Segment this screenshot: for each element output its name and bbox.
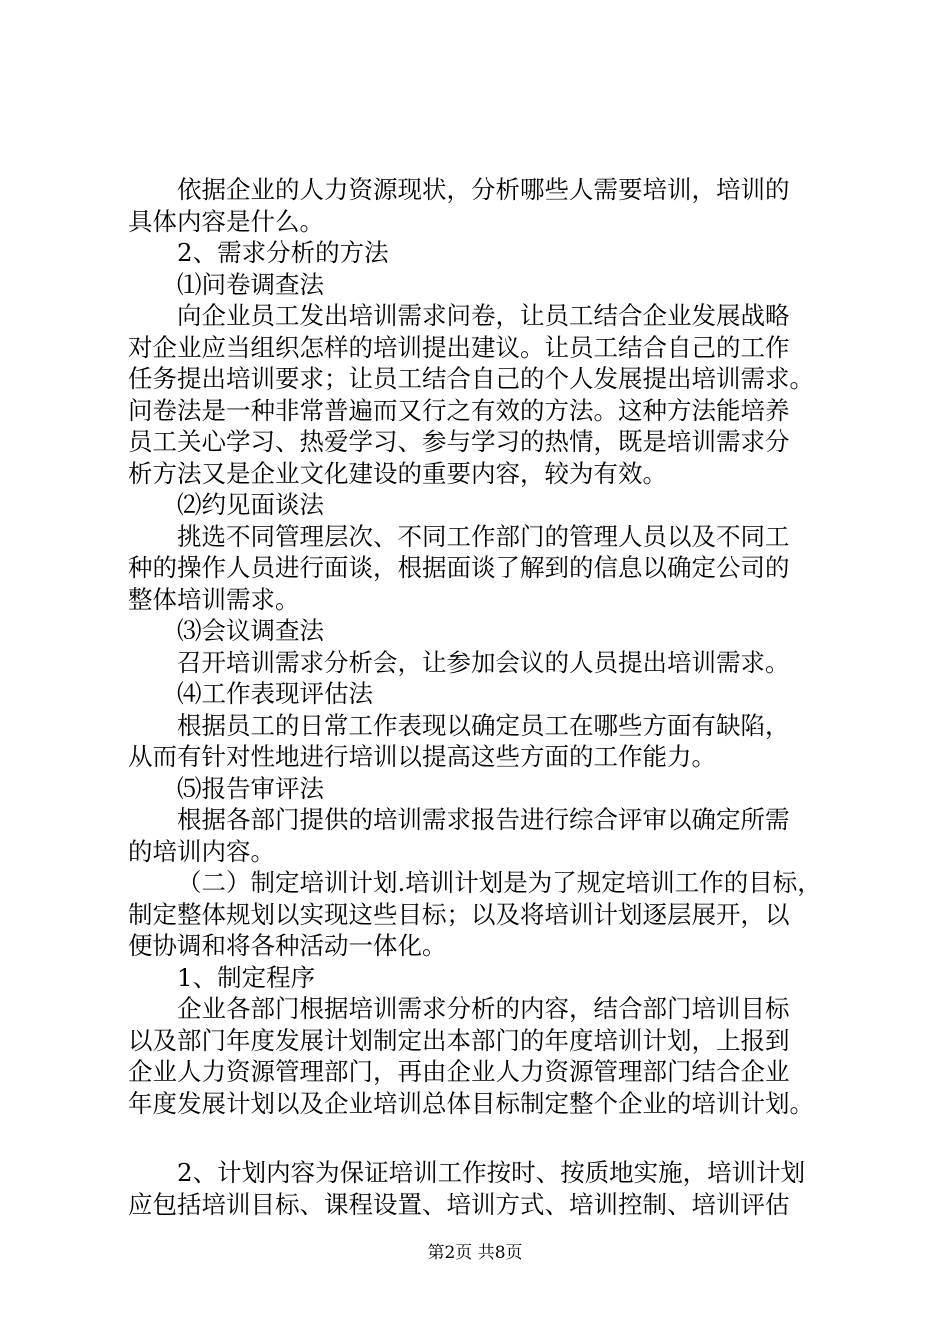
page-footer: 第2页 共8页 [427, 1243, 523, 1263]
text-line: 的培训内容。 [128, 836, 275, 866]
text-line: 析方法又是企业文化建设的重要内容，较为有效。 [128, 458, 667, 488]
text-line: 以及部门年度发展计划制定出本部门的年度培训计划，上报到 [128, 1025, 790, 1055]
text-line: 员工关心学习、热爱学习、参与学习的热情，既是培训需求分 [128, 427, 790, 456]
text-line: 年度发展计划以及企业培训总体目标制定整个企业的培训计划。 [128, 1088, 814, 1118]
text-line: 依据企业的人力资源现状，分析哪些人需要培训，培训的 [177, 175, 790, 204]
text-line: ⑷工作表现评估法 [177, 679, 373, 708]
text-line: 问卷法是一种非常普遍而又行之有效的方法。这种方法能培养 [128, 395, 790, 425]
paragraph-spacer [128, 1119, 838, 1157]
text-line: 根据各部门提供的培训需求报告进行综合评审以确定所需 [177, 805, 790, 834]
text-line: 便协调和将各种活动一体化。 [128, 931, 447, 960]
text-line: 从而有针对性地进行培训以提高这些方面的工作能力。 [128, 742, 716, 771]
text-line: ⑴问卷调查法 [177, 269, 324, 299]
text-line: 向企业员工发出培训需求问卷，让员工结合企业发展战略 [177, 301, 790, 330]
text-line: 对企业应当组织怎样的培训提出建议。让员工结合自己的工作 [128, 332, 790, 362]
text-line: 具体内容是什么。 [128, 206, 324, 236]
text-line: ⑵约见面谈法 [177, 490, 324, 519]
text-line: 企业人力资源管理部门，再由企业人力资源管理部门结合企业 [128, 1057, 790, 1086]
text-line: ⑶会议调查法 [177, 616, 324, 645]
text-line: 挑选不同管理层次、不同工作部门的管理人员以及不同工 [177, 521, 790, 551]
text-line: 应包括培训目标、课程设置、培训方式、培训控制、培训评估 [128, 1189, 790, 1219]
text-line: ⑸报告审评法 [177, 773, 324, 803]
text-line: 制定整体规划以实现这些目标；以及将培训计划逐层展开，以 [128, 899, 790, 929]
text-line: 企业各部门根据培训需求分析的内容，结合部门培训目标 [177, 994, 790, 1023]
text-line: 根据员工的日常工作表现以确定员工在哪些方面有缺陷， [177, 710, 790, 740]
text-line: 整体培训需求。 [128, 584, 300, 614]
text-line: 任务提出培训要求；让员工结合自己的个人发展提出培训需求。 [128, 364, 814, 393]
document-body [128, 174, 838, 1220]
text-line: 种的操作人员进行面谈，根据面谈了解到的信息以确定公司的 [128, 553, 790, 582]
text-line: 2、计划内容为保证培训工作按时、按质地实施，培训计划 [177, 1158, 806, 1187]
text-line: （二）制定培训计划.培训计划是为了规定培训工作的目标， [177, 868, 822, 897]
text-line: 2、需求分析的方法 [177, 238, 389, 267]
text-line: 1、制定程序 [177, 962, 316, 992]
text-line: 召开培训需求分析会，让参加会议的人员提出培训需求。 [177, 647, 790, 677]
